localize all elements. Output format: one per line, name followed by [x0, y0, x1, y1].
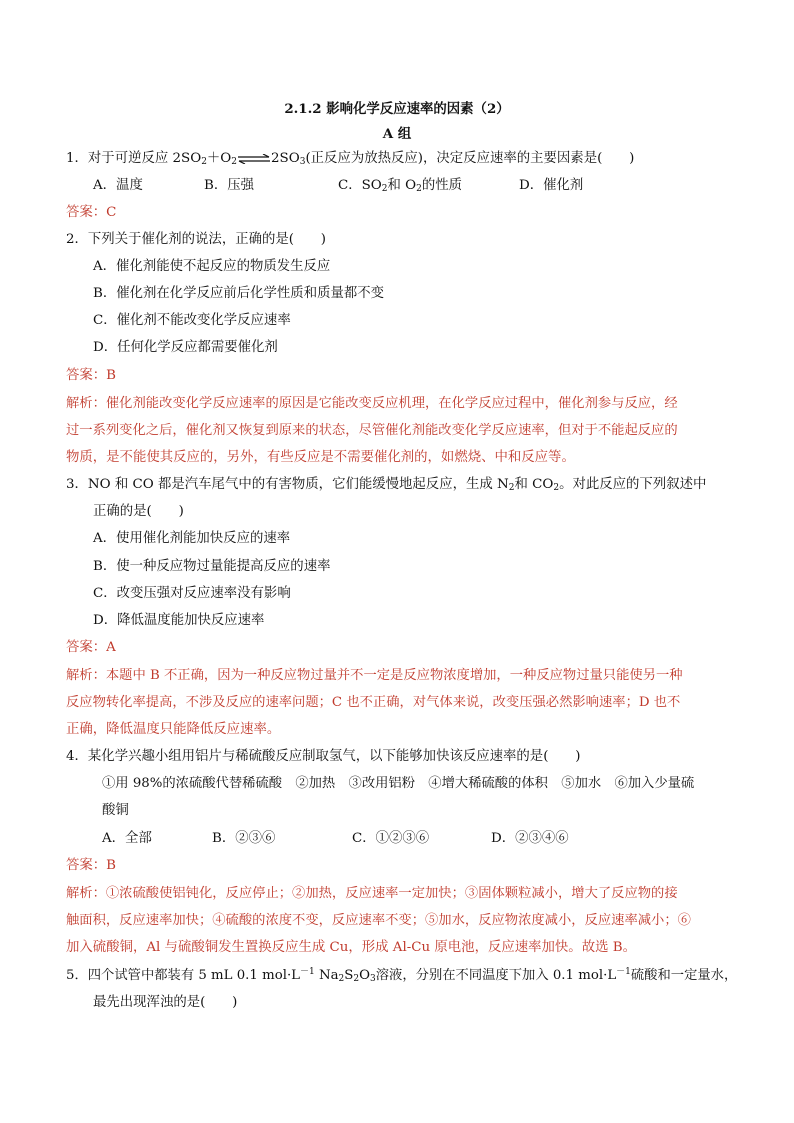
question-3-analysis-line-1: 解析：本题中 B 不正确，因为一种反应物过量并不一定是反应物浓度增加，一种反应物过量只能使另一种 — [66, 668, 683, 683]
question-2-option-a: A．催化剂能使不起反应的物质发生反应 — [93, 259, 331, 274]
question-3-stem-cont: 正确的是( ) — [93, 504, 184, 519]
question-1-option-c: C．$SO_2$和 $O_2$的性质 — [338, 178, 463, 194]
question-2-stem: 2．下列关于催化剂的说法，正确的是( ) — [66, 232, 326, 247]
question-2-analysis-line-3: 物质，是不能使其反应的，另外，有些反应是不需要催化剂的，如燃烧、中和反应等。 — [66, 450, 575, 465]
option-a: A．温度 — [93, 178, 143, 193]
question-4-conditions: ①用 98%的浓硫酸代替稀硫酸 ②加热 ③改用铝粉 ④增大稀硫酸的体积 ⑤加水 ⑥加入少量硫 — [102, 776, 695, 791]
question-1-option-b: B．压强 — [204, 178, 255, 193]
question-4-option-a: A．全部 — [102, 831, 152, 846]
question-3-option-c: C．改变压强对反应速率没有影响 — [93, 586, 291, 601]
question-4-option-b: B．②③⑥ — [212, 831, 276, 846]
question-2-option-c: C．催化剂不能改变化学反应速率 — [93, 313, 291, 328]
question-2-option-b: B．催化剂在化学反应前后化学性质和质量都不变 — [93, 286, 385, 301]
question-3-option-d: D．降低温度能加快反应速率 — [93, 613, 265, 628]
question-4-answer: 答案：B — [66, 858, 117, 873]
reversible-arrow-icon — [237, 154, 271, 164]
question-2-option-d: D．任何化学反应都需要催化剂 — [93, 340, 278, 355]
question-3-stem: 3．NO 和 CO 都是汽车尾气中的有害物质，它们能缓慢地起反应，生成 $N_2$和 $CO_2$。对此反应的下列叙述中 — [66, 477, 707, 493]
question-3-answer: 答案：A — [66, 640, 116, 655]
question-2-answer: 答案：B — [66, 368, 117, 383]
question-5-stem: 5．四个试管中都装有 5 mL 0.1 $mol\cdot L^{-1}$ $Na_2S_2O_3$溶液，分别在不同温度下加入 0.1 $mol\cdot L^{-1}$硫酸和一定量水， — [66, 967, 738, 984]
question-4-conditions-cont: 酸铜 — [102, 803, 129, 818]
question-3-analysis-line-3: 正确，降低温度只能降低反应速率。 — [66, 722, 281, 737]
question-5-stem-cont: 最先出现浑浊的是( ) — [93, 995, 238, 1010]
question-3-analysis-line-2: 反应物转化率提高，不涉及反应的速率问题；C 也不正确，对气体来说，改变压强必然影响速率；D 也不 — [66, 695, 681, 710]
question-4-analysis-line-2: 触面积，反应速率加快；④硫酸的浓度不变，反应速率不变；⑤加水，反应物浓度减小，反应速率减小；⑥ — [66, 913, 691, 928]
question-4-option-d: D．②③④⑥ — [491, 831, 569, 846]
question-2-analysis-line-2: 过一系列变化之后，催化剂又恢复到原来的状态，尽管催化剂能改变化学反应速率，但对于不能起反应的 — [66, 423, 678, 438]
question-1-answer: 答案：C — [66, 205, 117, 220]
question-1-option-d: D．催化剂 — [519, 178, 584, 193]
question-4-analysis-line-1: 解析：①浓硫酸使铝钝化，反应停止；②加热，反应速率一定加快；③固体颗粒减小，增大了反应物的接 — [66, 886, 678, 901]
page-title: 2.1.2 影响化学反应速率的因素（2） — [284, 101, 510, 117]
group-heading: A 组 — [382, 126, 412, 142]
question-3-option-b: B．使一种反应物过量能提高反应的速率 — [93, 559, 331, 574]
question-3-option-a: A．使用催化剂能加快反应的速率 — [93, 531, 291, 546]
question-1-stem: 1．对于可逆反应 $2SO_2+O_2$ $2SO_3$(正反应为放热反应)，决定反应速率的主要因素是( ) — [66, 151, 635, 167]
question-2-analysis-line-1: 解析：催化剂能改变化学反应速率的原因是它能改变反应机理，在化学反应过程中，催化剂参与反应，经 — [66, 396, 678, 411]
question-1-options — [93, 176, 143, 196]
question-4-stem: 4．某化学兴趣小组用铝片与稀硫酸反应制取氢气，以下能够加快该反应速率的是( ) — [66, 749, 581, 764]
question-4-option-c: C．①②③⑥ — [352, 831, 430, 846]
question-4-analysis-line-3: 加入硫酸铜，Al 与硫酸铜发生置换反应生成 Cu，形成 Al-Cu 原电池，反应速率加快。故选 B。 — [66, 940, 636, 955]
